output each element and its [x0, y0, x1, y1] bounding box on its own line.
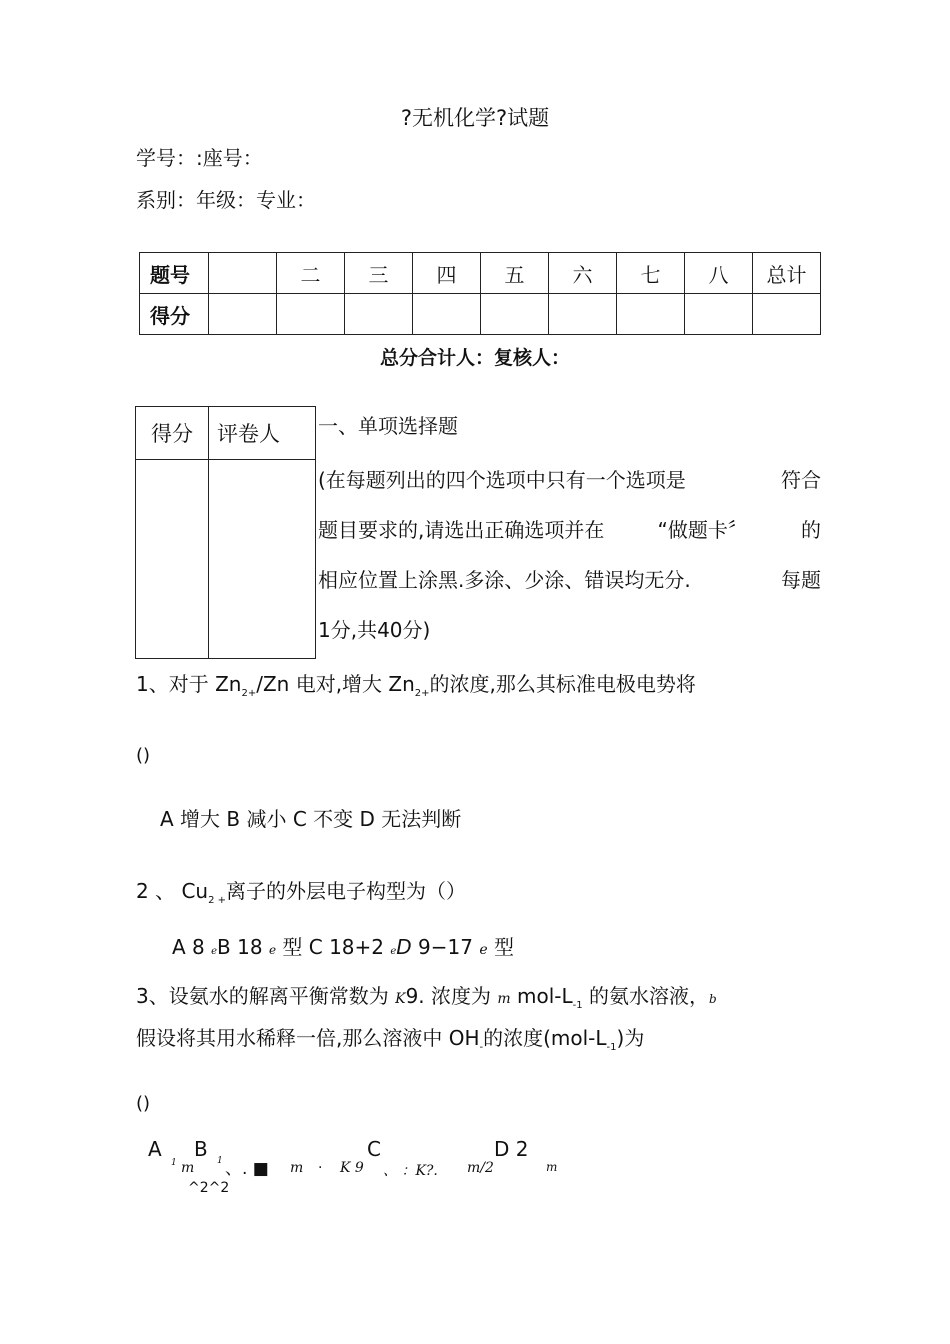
q3-frac: .	[318, 1156, 323, 1172]
score-cell	[753, 294, 821, 335]
score-table-col: 二	[277, 253, 345, 294]
question-3-option-a: A	[148, 1137, 162, 1161]
question-1: 1、对于 $Zn_{2+}/Zn$ 电对,增大 $Zn_{2+}$的浓度,那么其标准电极电势将	[136, 672, 696, 699]
q3-frac: K 9	[340, 1160, 364, 1176]
score-table	[139, 252, 821, 335]
q3-frac: m	[546, 1160, 558, 1174]
score-table-score-row	[140, 294, 821, 335]
student-id-line: 学号：:座号：	[136, 146, 263, 170]
grader-score-cell	[136, 460, 209, 659]
q3-frac: m/2	[467, 1160, 494, 1176]
score-cell	[549, 294, 617, 335]
question-3-paren: ()	[136, 1093, 151, 1114]
score-table-row1-label: 题号	[140, 253, 209, 294]
score-table-col: 总计	[753, 253, 821, 294]
q3-frac: 1	[171, 1158, 177, 1168]
score-table-col: 五	[481, 253, 549, 294]
question-2-options: A 8 eB 18 e 型 C 18+2 eD 9−17 e 型	[172, 935, 515, 959]
score-cell	[209, 294, 277, 335]
score-table-col: 四	[413, 253, 481, 294]
score-cell	[481, 294, 549, 335]
question-3-option-d: D 2	[494, 1137, 529, 1161]
score-table-col	[209, 253, 277, 294]
instr-text: 的	[800, 518, 821, 542]
instr-text: 每题	[781, 568, 821, 592]
instr-text: 相应位置上涂黑.多涂、少涂、错误均无分.	[318, 568, 691, 592]
question-1-options: A 增大 B 减小 C 不变 D 无法判断	[160, 807, 462, 831]
signature-line: 总分合计人：复核人：	[379, 347, 570, 369]
grader-box	[135, 406, 316, 659]
instr-text: 1分,共40分)	[318, 618, 431, 642]
question-3-option-b: B	[194, 1137, 208, 1161]
section-instructions	[318, 455, 821, 655]
section-title: 一、单项选择题	[318, 414, 458, 438]
q3-frac: 、. ■	[225, 1159, 269, 1179]
score-table-col: 八	[685, 253, 753, 294]
q3-frac: ^2^2	[188, 1180, 230, 1196]
instr-text: 符合	[781, 468, 821, 492]
score-cell	[685, 294, 753, 335]
question-3-option-c: C	[367, 1137, 381, 1161]
q3-frac: m	[290, 1160, 304, 1176]
instr-text: “做题卡〞	[657, 518, 748, 542]
score-cell	[617, 294, 685, 335]
department-line: 系别：年级：专业：	[136, 188, 316, 212]
question-3: 3、设氨水的解离平衡常数为 K9. 浓度为 m mol-$L_{-1}$ 的氨水溶液，b	[136, 984, 717, 1011]
q3-frac: 、 ：K?.	[383, 1163, 438, 1179]
instr-text: (在每题列出的四个选项中只有一个选项是	[318, 468, 686, 492]
q3-frac: m	[181, 1160, 195, 1176]
score-cell	[413, 294, 481, 335]
grader-score-label: 得分	[136, 407, 209, 460]
score-table-header-row	[140, 253, 821, 294]
score-table-col: 七	[617, 253, 685, 294]
score-table-col: 三	[345, 253, 413, 294]
question-3-line2: 假设将其用水稀释一倍,那么溶液中 $OH_-$的浓度$(mol-L_{-1})$为	[136, 1026, 645, 1053]
score-table-col: 六	[549, 253, 617, 294]
grader-name-label: 评卷人	[209, 407, 316, 460]
instr-text: 题目要求的,请选出正确选项并在	[318, 518, 605, 542]
q3-frac: 1	[217, 1156, 223, 1166]
score-table-row2-label: 得分	[140, 294, 209, 335]
grader-name-cell	[209, 460, 316, 659]
question-2: 2 、 $Cu_{2 +}$离子的外层电子构型为（）	[136, 879, 467, 906]
score-cell	[345, 294, 413, 335]
score-cell	[277, 294, 345, 335]
page-title: ?无机化学?试题	[400, 106, 550, 130]
question-1-paren: ()	[136, 745, 151, 766]
